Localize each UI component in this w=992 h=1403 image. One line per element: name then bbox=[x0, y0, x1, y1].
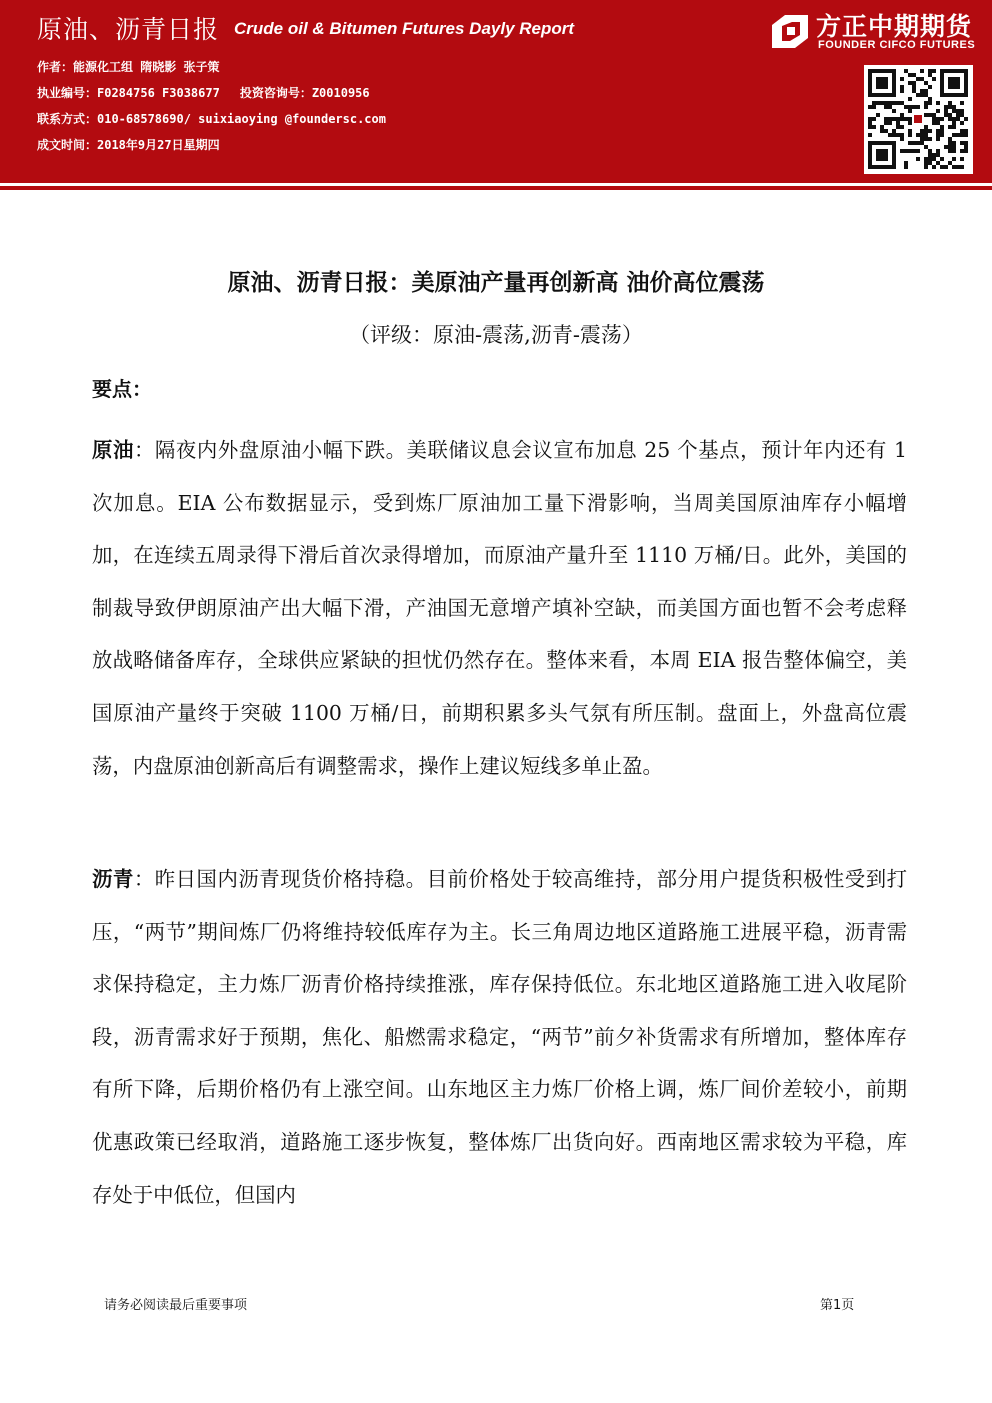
report-subtitle: Crude oil & Bitumen Futures Dayly Report bbox=[234, 19, 575, 38]
asphalt-label: 沥青 bbox=[92, 867, 134, 891]
qr-code-icon bbox=[864, 65, 973, 174]
founder-logo-icon bbox=[770, 13, 810, 50]
crude-oil-paragraph bbox=[92, 424, 907, 792]
logo-chinese-name: 方正中期期货 bbox=[816, 12, 973, 41]
date-line: 成文时间：2018年9月27日星期四 bbox=[37, 138, 220, 152]
document-title: 原油、沥青日报：美原油产量再创新高 油价高位震荡 bbox=[227, 270, 765, 296]
page-number: 第1页 bbox=[820, 1298, 855, 1313]
qr-code bbox=[864, 65, 973, 174]
crude-oil-label: 原油 bbox=[92, 438, 134, 462]
license-number: 执业编号：F0284756 F3038677 bbox=[37, 86, 220, 100]
footer-notice: 请务必阅读最后重要事项 bbox=[104, 1298, 248, 1313]
report-header bbox=[0, 0, 992, 183]
author-line: 作者：能源化工组 隋晓影 张子策 bbox=[37, 60, 220, 74]
document-rating: （评级：原油-震荡,沥青-震荡） bbox=[349, 323, 643, 347]
crude-oil-text: ：隔夜内外盘原油小幅下跌。美联储议息会议宣布加息 25 个基点，预计年内还有 1 次加息。EIA 公布数据显示，受到炼厂原油加工量下滑影响，当周美国原油库存小幅增加，在连续五周录得下滑后首次录得增加，而原油产量升至 1110 万桶/日。此外，美国的制裁导致伊朗原油产出大幅下滑，产油国无意增产填补空缺，而美国方面也暂不会考虑释放战略储备库存，全球供应紧缺的担忧仍然存在。整体来看，本周 EIA 报告整体偏空，美国原油产量终于突破 1100 万桶/日，前期积累多头气氛有所压制。盘面上，外盘高位震荡，内盘原油创新高后有调整需求，操作上建议短线多单止盈。 bbox=[92, 438, 908, 778]
header-divider bbox=[0, 186, 992, 190]
logo-english-name: FOUNDER CIFCO FUTURES bbox=[818, 39, 976, 51]
asphalt-paragraph bbox=[92, 853, 907, 1221]
consult-number: 投资咨询号：Z0010956 bbox=[239, 86, 370, 100]
keypoints-heading: 要点： bbox=[92, 377, 152, 401]
asphalt-text: ：昨日国内沥青现货价格持稳。目前价格处于较高维持，部分用户提货积极性受到打压，“两节”期间炼厂仍将维持较低库存为主。长三角周边地区道路施工进展平稳，沥青需求保持稳定，主力炼厂沥青价格持续推涨，库存保持低位。东北地区道路施工进入收尾阶段，沥青需求好于预期，焦化、船燃需求稳定，“两节”前夕补货需求有所增加，整体库存有所下降，后期价格仍有上涨空间。山东地区主力炼厂价格上调，炼厂间价差较小，前期优惠政策已经取消，道路施工逐步恢复，整体炼厂出货向好。西南地区需求较为平稳，库存处于中低位，但国内 bbox=[92, 867, 908, 1207]
license-line bbox=[37, 84, 370, 101]
report-title: 原油、沥青日报 bbox=[37, 15, 220, 44]
contact-line: 联系方式：010-68578690/ suixiaoying @foundersc.com bbox=[37, 112, 386, 126]
